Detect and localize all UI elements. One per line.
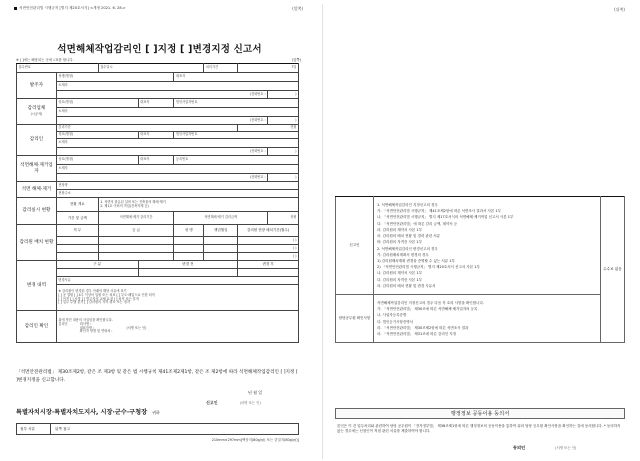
consent-title: 행정정보 공동이용 동의서 bbox=[335, 408, 625, 419]
attachments-box bbox=[16, 423, 299, 435]
builder-rep-label[interactable]: 대표자 bbox=[138, 99, 174, 108]
builder-bizno-label[interactable]: 법인사업자번호 bbox=[174, 99, 299, 108]
guide-row-official bbox=[336, 295, 625, 343]
confirm-block bbox=[56, 311, 298, 343]
change-reason-label[interactable]: 변경사유 bbox=[56, 277, 298, 285]
applicant-phone-close: ) bbox=[268, 91, 299, 99]
pledge-statement: 「석면안전관리법」 제30조제2항, 같은 조 제3항 및 같은 법 시행규칙 제41조제2제1항, 같은 조 제2항에 따라 석면해체작업감리인 [ ]지정 [ ]변경지정을 신고합니다. bbox=[16, 370, 298, 383]
contractor-rep-label[interactable]: 대표자 bbox=[138, 156, 174, 165]
builder-phone-label[interactable]: (전화번호 : bbox=[56, 117, 267, 125]
status-check-2[interactable]: 2. 제1호 이외의 작업(건축자재 등) bbox=[100, 203, 149, 208]
date-line[interactable]: 년 월 일 bbox=[248, 390, 263, 395]
application-form-table bbox=[16, 63, 299, 343]
contractor-phone-label[interactable]: (전화번호 : bbox=[56, 174, 267, 182]
back-side-label: (뒤쪽) bbox=[614, 7, 625, 12]
supervisor-phone-label[interactable]: (전화번호 : bbox=[56, 148, 267, 156]
recipient bbox=[16, 409, 160, 416]
applicant-phone-label[interactable]: (전화번호 : bbox=[56, 91, 267, 99]
fee-cell: 수수료 없음 bbox=[601, 197, 625, 343]
form-title: 석면해체작업감리인 [ ]지정 [ ]변경지정 신고서 bbox=[57, 44, 262, 55]
staff-col-grade: 등 급 bbox=[98, 225, 174, 237]
change-col-after: 변경 후 bbox=[238, 261, 299, 269]
change-option-2[interactable]: [ ] 이전 [ ] 사망 [ ] 발주자의 교체 요청 [ ] 퇴직 또는 휴직 bbox=[58, 296, 139, 301]
site-place-label[interactable]: 현장명 bbox=[56, 182, 298, 190]
table-row bbox=[17, 237, 299, 245]
supervisor-phone-close: ) bbox=[268, 148, 299, 156]
status-period-label: 기간 및 금액 bbox=[56, 212, 98, 225]
site-section-label: 석면 해체·제거 bbox=[17, 182, 57, 198]
change-col-type: 구 분 bbox=[56, 261, 138, 269]
consent-signature bbox=[513, 445, 576, 450]
front-side-label: (앞쪽) bbox=[292, 6, 303, 11]
table-row bbox=[17, 245, 299, 253]
status-overview-label: 현황 개요 bbox=[56, 198, 98, 212]
guide-category-official: 담당공무원 확인사항 bbox=[336, 295, 374, 343]
consent-sign-hint[interactable]: (서명 또는 인) bbox=[555, 446, 577, 450]
applicant-section-label: 발주자 bbox=[17, 73, 57, 99]
paper-spec: 210mm×297mm[백상지(80g/㎡) 또는 중질지(80g/㎡)] bbox=[211, 438, 299, 442]
confirm-section-label: 감리인 확인 bbox=[17, 311, 57, 343]
confirm-sign-hint: (서명 또는 인) bbox=[126, 325, 147, 330]
reporter-label: 신고인 bbox=[206, 400, 218, 405]
attach-label: 첨부 서류 bbox=[20, 427, 36, 431]
processing-period-value: 7일 bbox=[238, 64, 299, 73]
supervisor-address-label[interactable]: 소재지 bbox=[56, 139, 298, 148]
staff-col-period: 감리원 현장 배치기간(월수) bbox=[238, 225, 299, 237]
attachment-guide-table bbox=[335, 196, 625, 343]
supervisor-total-label: 전원 bbox=[238, 125, 299, 132]
table-row bbox=[17, 253, 299, 261]
status-period-value[interactable]: 석면해체·제거 감리기간 bbox=[98, 212, 174, 225]
recipient-honorific: 귀하 bbox=[152, 410, 160, 415]
guide-body-applicant: 1. 석면해체작업감리인 지정신고의 경우 가. 「석면안전관리법 시행규칙」 제41조제2항에 따른 석면조사 결과서 사본 1부 나. 「석면안전관리법 시행규칙」 별지 제17호서식의 석면해체·제거작업 신고서 사본 1부 다. 「석면안전관리법」에 따른 감리 금액, 계약서 등 라. 감리원의 계약서 사본 1부 마. 감리원의 배치 현황 및 경력 관련 서류 바. 감리원의 자격증 사본 1부 2. 석면해체작업감리인 변경신고의 경우 가. 감리원배치계획서 변경의 경우 1) 감리원배치계획 변경을 증명할 수 있는 서류 1부 2) 「석면안전관리법 시행규칙」 별지 제20호서식 신고서 사본 1부 나. 감리원의 계약서 사본 1부 다. 감리원의 자격증 사본 1부 라. 감리원의 배치 현황 및 변경 사유서 bbox=[374, 197, 601, 295]
staff-col-duty: 직 무 bbox=[56, 225, 98, 237]
supervisor-section-label: 감리인 bbox=[17, 125, 57, 156]
supervisor-rep-label[interactable]: 대표자 bbox=[138, 132, 174, 139]
applicant-rep-label[interactable]: 대표자 bbox=[174, 73, 299, 82]
change-reason-options[interactable] bbox=[56, 285, 298, 311]
staff-period-cell[interactable]: ( ) bbox=[238, 237, 299, 245]
form-header: 석면안전관리법 시행규칙 [별지 제20호서식] <개정 2021. 6. 28.> bbox=[14, 6, 126, 10]
applicant-address-label[interactable]: 소재지 bbox=[56, 82, 298, 91]
staff-col-birth: 생년월일 bbox=[204, 225, 238, 237]
change-col-before: 변경 전 bbox=[138, 261, 238, 269]
guide-category-applicant: 신고인 bbox=[336, 197, 374, 295]
applicant-name-label[interactable]: 성명(명칭) bbox=[56, 73, 174, 82]
staff-col-name: 성 명 bbox=[174, 225, 204, 237]
guide-row-applicant bbox=[336, 197, 625, 295]
status-won: 천원 bbox=[268, 212, 299, 225]
staff-period-cell[interactable]: ( ) bbox=[238, 245, 299, 253]
contractor-address-label[interactable]: 소재지 bbox=[56, 165, 298, 174]
consent-sign-label: 동의인 bbox=[513, 445, 526, 450]
status-check-1[interactable]: 1. 석면의 함유된 설비 또는 건축물의 해체·제거 bbox=[100, 199, 166, 204]
change-option-3[interactable]: [ ] 업무 수행 불가 [ ] 감리원의 자격 취소 또는 정지 bbox=[58, 300, 130, 305]
guide-body-official: 석면해체작업감리인 지정신고의 경우 다음 각 호의 사항을 확인합니다. 가. 「석면안전관리법」 제30조에 따른 석면해체·제거업자의 등록 나. 사업자등록증명 다. 법인등기사항증명서 라. 「석면안전관리법」 제30조제2항에 따른 석면조사 결과 마. 「석면안전관리법」 제31조에 따른 감리인 지정 bbox=[374, 295, 601, 343]
supervisor-name-label[interactable]: 상호(명칭) bbox=[56, 132, 138, 139]
form-page-back bbox=[322, 4, 637, 459]
builder-phone-close: ) bbox=[268, 117, 299, 125]
supervisor-license-label[interactable]: 감리기간 bbox=[56, 125, 237, 132]
change-check-note: ※ 감리원이 변경된 경우 아래의 해당 사유에 표기 bbox=[58, 288, 127, 293]
attach-value: 뒤쪽 참고 bbox=[55, 427, 71, 431]
confirm-phone-label[interactable]: 확인자 성명 및 연락처 : bbox=[79, 329, 113, 334]
status-checks[interactable] bbox=[98, 198, 298, 212]
consent-text: 본인은 이 건 업무처리와 관련하여 담당 공무원이 「전자정부법」 제36조제1항에 따른 행정정보의 공동이용을 통하여 위의 담당 공무원 확인사항을 확인하는 것에 동의합니다. * 동의하지 않는 경우에는 신청인이 직접 관련 서류를 제출하여야 합니다. bbox=[337, 424, 621, 433]
staff-section-label: 감리원 배치 현황 bbox=[17, 225, 57, 261]
confirm-text: 위에 적힌 내용의 사실임을 확인합니다. bbox=[58, 317, 113, 322]
contractor-section-label: 석면해체·제거업자 bbox=[17, 156, 57, 182]
contractor-reg-label[interactable]: 등록번호 bbox=[174, 156, 299, 165]
change-section-label: 변경 내역 bbox=[17, 261, 57, 311]
contractor-phone-close: ) bbox=[268, 174, 299, 182]
status-amount-label[interactable]: 석면해체·제거 감리금액 bbox=[174, 212, 268, 225]
front-side-label-small: (앞쪽) bbox=[291, 58, 301, 62]
site-address-label[interactable]: 현장주소 bbox=[56, 190, 298, 198]
supervisor-bizno-label[interactable]: 법인사업자번호 bbox=[174, 132, 299, 139]
builder-address-label[interactable]: 소재지 bbox=[56, 108, 298, 117]
contractor-name-label[interactable]: 상호(명칭) bbox=[56, 156, 138, 165]
checkbox-note: ※ [ ]에는 해당되는 곳에 √표를 합니다. bbox=[16, 58, 74, 62]
confirm-supervisor-label: 감리인 bbox=[58, 321, 68, 326]
processing-period-label: 처리기간 bbox=[204, 64, 238, 73]
receipt-date-label: 접수일시 bbox=[98, 64, 204, 73]
confirm-company-label[interactable]: 회사명 : bbox=[79, 321, 92, 326]
form-page-front bbox=[4, 4, 315, 459]
status-section-label: 감리실시 현황 bbox=[17, 198, 57, 225]
builder-name-label[interactable]: 상호(명칭) bbox=[56, 99, 138, 108]
change-option-1[interactable]: [ ] 공 결원 [ ] 4주 이상의 입원 또는 치료 [ ] 부도·폐업으로 인한 퇴직 bbox=[58, 292, 155, 297]
confirm-rep-label[interactable]: 대표자명 : bbox=[79, 325, 95, 330]
builder-section-label: 감리업체 (시공자) bbox=[17, 99, 57, 125]
reporter-sign-hint[interactable]: (서명 또는 인) bbox=[239, 401, 261, 405]
receipt-number-label: 접수번호 bbox=[17, 64, 99, 73]
bullet-square-icon bbox=[14, 7, 17, 10]
recipient-title: 특별자치시장·특별자치도지사, 시장·군수·구청장 bbox=[16, 409, 148, 416]
staff-period-cell[interactable]: ( ) bbox=[238, 253, 299, 261]
